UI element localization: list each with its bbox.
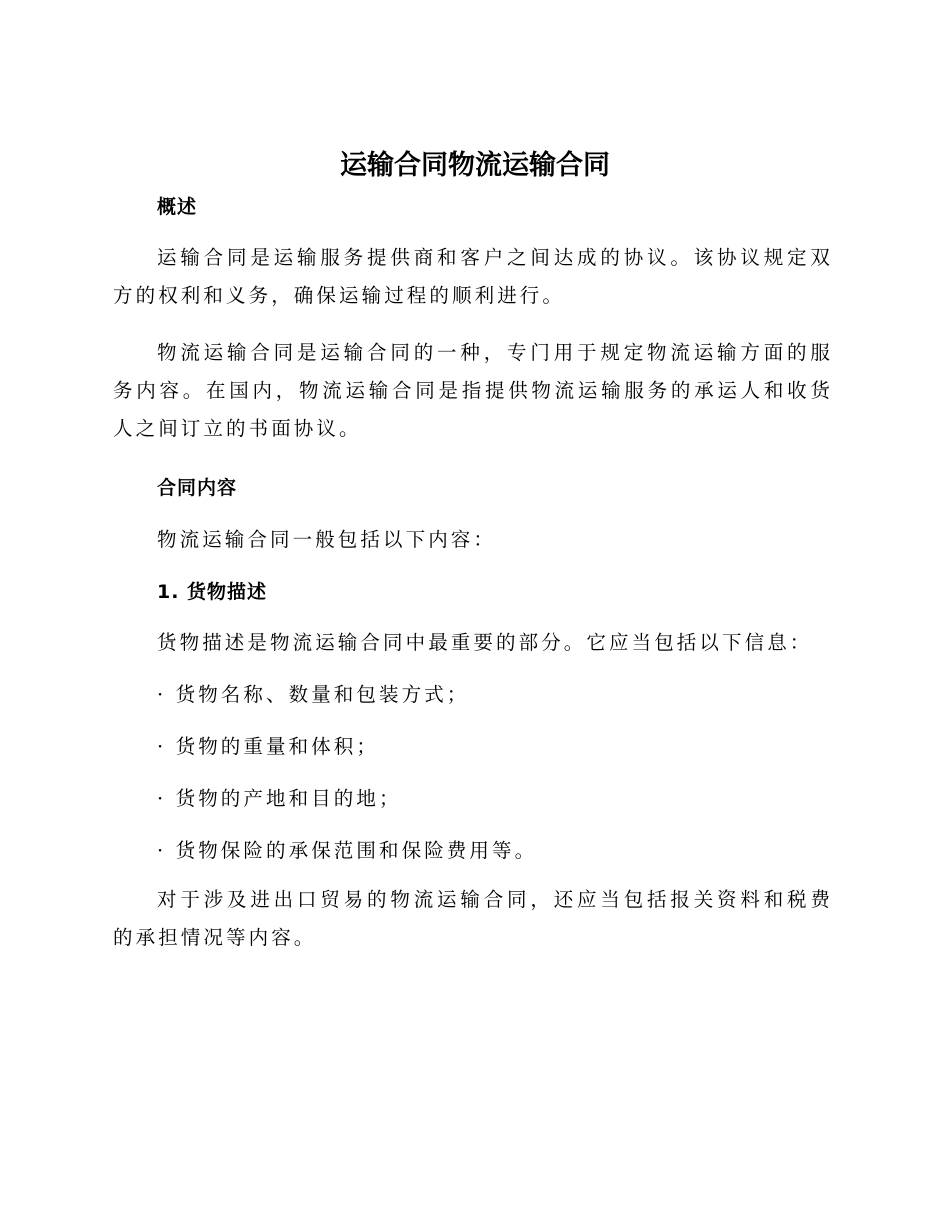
- document-title: 运输合同物流运输合同: [340, 150, 610, 181]
- cargo-description-closing: 对于涉及进出口贸易的物流运输合同，还应当包括报关资料和税费的承担情况等内容。: [113, 888, 833, 949]
- section-heading-contract-content: 合同内容: [157, 477, 238, 499]
- contract-content-intro: 物流运输合同一般包括以下内容：: [157, 528, 497, 551]
- list-item: · 货物名称、数量和包装方式；: [157, 683, 470, 706]
- overview-paragraph-1: 运输合同是运输服务提供商和客户之间达成的协议。该协议规定双方的权利和义务，确保运输过程的顺利进行。: [113, 246, 833, 307]
- overview-paragraph-2: 物流运输合同是运输合同的一种，专门用于规定物流运输方面的服务内容。在国内，物流运输合同是指提供物流运输服务的承运人和收货人之间订立的书面协议。: [113, 341, 833, 440]
- section-heading-overview: 概述: [157, 196, 198, 218]
- subsection-heading-cargo-description: 1. 货物描述: [157, 581, 268, 603]
- cargo-description-intro: 货物描述是物流运输合同中最重要的部分。它应当包括以下信息：: [157, 631, 813, 654]
- list-item: · 货物的重量和体积；: [157, 735, 379, 758]
- list-item: · 货物保险的承保范围和保险费用等。: [157, 839, 538, 862]
- list-item: · 货物的产地和目的地；: [157, 787, 402, 810]
